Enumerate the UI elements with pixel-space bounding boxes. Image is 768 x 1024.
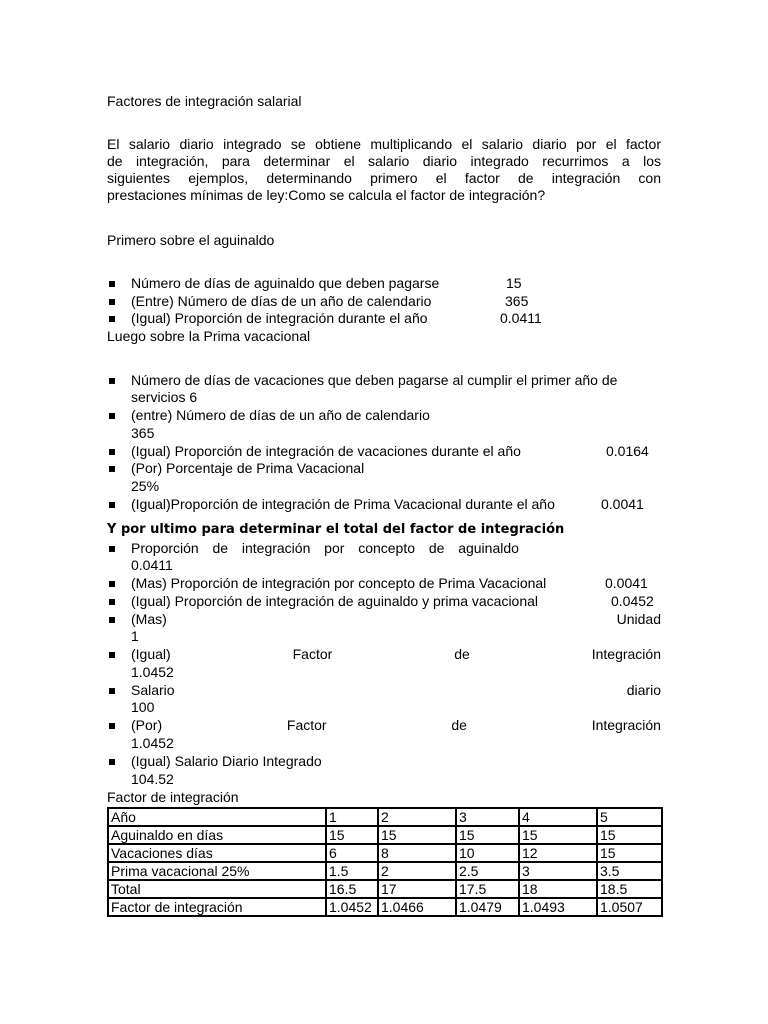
table-row	[108, 826, 662, 844]
prima-item-line: servicios 6	[131, 389, 198, 405]
word: concepto	[358, 540, 416, 556]
prima-item-line: Número de días de vacaciones que deben pagarse al cumplir el primer año de	[131, 372, 618, 388]
bullet-icon	[109, 723, 115, 729]
table-cell: 15	[378, 826, 456, 844]
bullet-icon	[109, 449, 115, 455]
total-item-value: 1.0452	[131, 664, 174, 680]
table-caption: Factor de integración	[107, 789, 239, 805]
table-cell: 17	[378, 880, 456, 898]
prima-heading: Luego sobre la Prima vacacional	[107, 328, 311, 344]
table-cell: 3.5	[597, 862, 662, 880]
factor-table	[107, 807, 663, 917]
word: Factor	[292, 646, 333, 662]
row-label-cell: Prima vacacional 25%	[108, 862, 326, 880]
table-cell: 1.0466	[378, 898, 456, 916]
total-item-label: (Igual) Salario Diario Integrado	[131, 753, 322, 769]
table-cell: 18.5	[597, 880, 662, 898]
total-heading: Y por ultimo para determinar el total del factor de integración	[107, 522, 565, 537]
table-cell: 15	[597, 826, 662, 844]
prima-item-label: (Igual) Proporción de integración de vacaciones durante el año	[131, 443, 521, 459]
bullet-icon	[109, 759, 115, 765]
intro-paragraph	[107, 136, 661, 204]
word: integración	[241, 540, 311, 556]
table-cell: 1.0452	[326, 898, 378, 916]
prima-item-value: 0.0164	[606, 443, 649, 459]
aguinaldo-item-value: 0.0411	[500, 310, 542, 326]
total-item-value: 1	[131, 628, 139, 644]
total-item-value: 100	[131, 699, 155, 715]
table-cell: 2.5	[456, 862, 519, 880]
table-cell: 15	[326, 826, 378, 844]
total-item-value: 0.0452	[611, 593, 654, 609]
row-label-cell: Año	[108, 808, 326, 826]
intro-line: siguientes ejemplos, determinando primero el factor de integración con	[107, 170, 661, 186]
bullet-icon	[109, 688, 115, 694]
prima-item-value: 365	[131, 425, 155, 441]
table-cell: 18	[519, 880, 597, 898]
word: de	[451, 717, 467, 733]
word: de	[428, 540, 445, 556]
word: aguinaldo	[458, 540, 519, 556]
word: (Igual)	[131, 646, 171, 662]
table-cell: 1.0479	[456, 898, 519, 916]
table-row	[108, 880, 662, 898]
total-item-line	[131, 646, 661, 663]
table-cell: 1	[326, 808, 378, 826]
word: de	[212, 540, 229, 556]
table-cell: 3	[456, 808, 519, 826]
bullet-icon	[109, 316, 115, 322]
intro-line: prestaciones mínimas de ley:Como se calcula el factor de integración?	[107, 187, 546, 203]
prima-item-label: (entre) Número de días de un año de calendario	[131, 407, 430, 423]
intro-line: El salario diario integrado se obtiene multiplicando el salario diario por el factor	[107, 136, 661, 152]
table-cell: 12	[519, 844, 597, 862]
word: por	[324, 540, 345, 556]
word: Unidad	[616, 611, 661, 627]
table-cell: 1.0493	[519, 898, 597, 916]
table-cell: 15	[456, 826, 519, 844]
document-title: Factores de integración salarial	[107, 93, 302, 109]
prima-item-label: (Por) Porcentaje de Prima Vacacional	[131, 460, 365, 476]
bullet-icon	[109, 466, 115, 472]
aguinaldo-item-label: (Igual) Proporción de integración durante el año	[131, 310, 428, 326]
table-cell: 10	[456, 844, 519, 862]
table-row	[108, 862, 662, 880]
table-cell: 6	[326, 844, 378, 862]
table-cell: 1.0507	[597, 898, 662, 916]
total-item-value: 104.52	[131, 771, 174, 787]
row-label-cell: Vacaciones días	[108, 844, 326, 862]
aguinaldo-item-label: Número de días de aguinaldo que deben pagarse	[131, 275, 440, 291]
total-item-line	[131, 682, 661, 699]
total-item-line	[131, 717, 661, 734]
table-cell: 15	[519, 826, 597, 844]
table-cell: 1.5	[326, 862, 378, 880]
bullet-icon	[109, 581, 115, 587]
table-row	[108, 808, 662, 826]
aguinaldo-item-value: 365	[505, 293, 529, 309]
word: Integración	[591, 717, 661, 733]
total-item-label: (Igual) Proporción de integración de aguinaldo y prima vacacional	[131, 593, 539, 609]
bullet-icon	[109, 281, 115, 287]
table-cell: 8	[378, 844, 456, 862]
word: de	[454, 646, 470, 662]
table-cell: 4	[519, 808, 597, 826]
table-cell: 2	[378, 862, 456, 880]
prima-item-value: 0.0041	[601, 496, 644, 512]
word: (Por)	[131, 717, 163, 733]
bullet-icon	[109, 546, 115, 552]
total-item-line	[131, 611, 661, 628]
table-cell: 15	[597, 844, 662, 862]
total-item-value: 1.0452	[131, 735, 174, 751]
aguinaldo-heading: Primero sobre el aguinaldo	[107, 232, 275, 248]
table-row	[108, 898, 662, 916]
table-cell: 17.5	[456, 880, 519, 898]
intro-line: de integración, para determinar el salario diario integrado recurrimos a los	[107, 153, 661, 169]
prima-item-value: 25%	[131, 478, 160, 494]
total-item-label: (Mas) Proporción de integración por concepto de Prima Vacacional	[131, 575, 547, 591]
table-row	[108, 844, 662, 862]
bullet-icon	[109, 413, 115, 419]
word: diario	[626, 682, 661, 698]
prima-item-label: (Igual)Proporción de integración de Prima Vacacional durante el año	[131, 496, 555, 512]
aguinaldo-item-value: 15	[506, 275, 522, 291]
row-label-cell: Aguinaldo en días	[108, 826, 326, 844]
bullet-icon	[109, 299, 115, 305]
bullet-icon	[109, 652, 115, 658]
table-cell: 2	[378, 808, 456, 826]
word: (Mas)	[131, 611, 167, 627]
bullet-icon	[109, 599, 115, 605]
row-label-cell: Total	[108, 880, 326, 898]
bullet-icon	[109, 378, 115, 384]
word: Salario	[131, 682, 175, 698]
table-cell: 16.5	[326, 880, 378, 898]
total-item-value: 0.0041	[605, 575, 648, 591]
table-cell: 5	[597, 808, 662, 826]
bullet-icon	[109, 502, 115, 508]
total-item-value: 0.0411	[131, 557, 173, 573]
word: Proporción	[131, 540, 199, 556]
row-label-cell: Factor de integración	[108, 898, 326, 916]
word: Integración	[591, 646, 661, 662]
table-cell: 3	[519, 862, 597, 880]
total-item-line	[131, 540, 519, 557]
bullet-icon	[109, 617, 115, 623]
aguinaldo-item-label: (Entre) Número de días de un año de calendario	[131, 293, 432, 309]
word: Factor	[286, 717, 327, 733]
